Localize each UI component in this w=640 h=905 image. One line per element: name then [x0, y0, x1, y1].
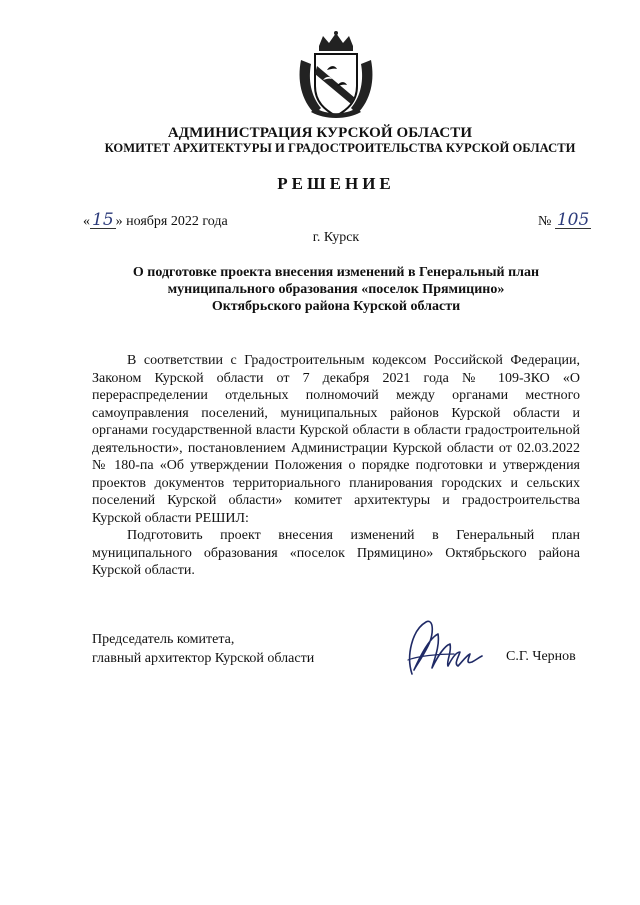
title-line: муниципального образования «поселок Прямицино» — [167, 282, 505, 297]
body-paragraph: В соответствии с Градостроительным кодексом Российской Федерации, Законом Курской области от 7 декабря 2021 года № 109-ЗКО «О перераспределении отдельных полномочий между органами местного самоуправления поселений, муниципальных районов Курской области и органами государственной власти Курской области в области градостроительной деятельности», постановлением Администрации Курской области от 02.03.2022 № 180-па «Об утверждении Положения о порядке подготовки и утверждения проектов документов территориального планирования городских и сельских поселений Курской области» комитет архитектуры и градостроительства Курской области РЕШИЛ: — [92, 353, 580, 526]
position-line: Председатель комитета, — [92, 632, 235, 647]
document-number — [538, 212, 591, 230]
date-open-quote: « — [83, 214, 90, 229]
handwritten-signature — [398, 616, 484, 678]
position-line: главный архитектор Курской области — [92, 651, 315, 666]
document-body — [92, 352, 580, 580]
number-handwritten: 105 — [556, 210, 590, 230]
document-date — [83, 212, 228, 230]
organization-title: АДМИНИСТРАЦИЯ КУРСКОЙ ОБЛАСТИ — [167, 125, 473, 141]
number-prefix: № — [538, 214, 555, 229]
city: г. Курск — [312, 230, 360, 245]
date-close-quote: » — [115, 214, 123, 229]
date-day-handwritten: 15 — [92, 210, 114, 230]
document-title — [92, 264, 580, 315]
title-line: Октябрьского района Курской области — [211, 299, 461, 314]
coat-of-arms-icon — [293, 30, 379, 120]
body-paragraph: Подготовить проект внесения изменений в Генеральный план муниципального образования «поселок Прямицино» Октябрьского района Курской области. — [92, 528, 580, 578]
committee-title: КОМИТЕТ АРХИТЕКТУРЫ И ГРАДОСТРОИТЕЛЬСТВА КУРСКОЙ ОБЛАСТИ — [104, 141, 576, 155]
title-line: О подготовке проекта внесения изменений в Генеральный план — [132, 265, 540, 280]
date-month-year: ноября 2022 года — [122, 214, 228, 229]
signatory-name: С.Г. Чернов — [506, 649, 576, 664]
signatory-position — [92, 630, 314, 668]
document-type: РЕШЕНИЕ — [277, 174, 395, 193]
